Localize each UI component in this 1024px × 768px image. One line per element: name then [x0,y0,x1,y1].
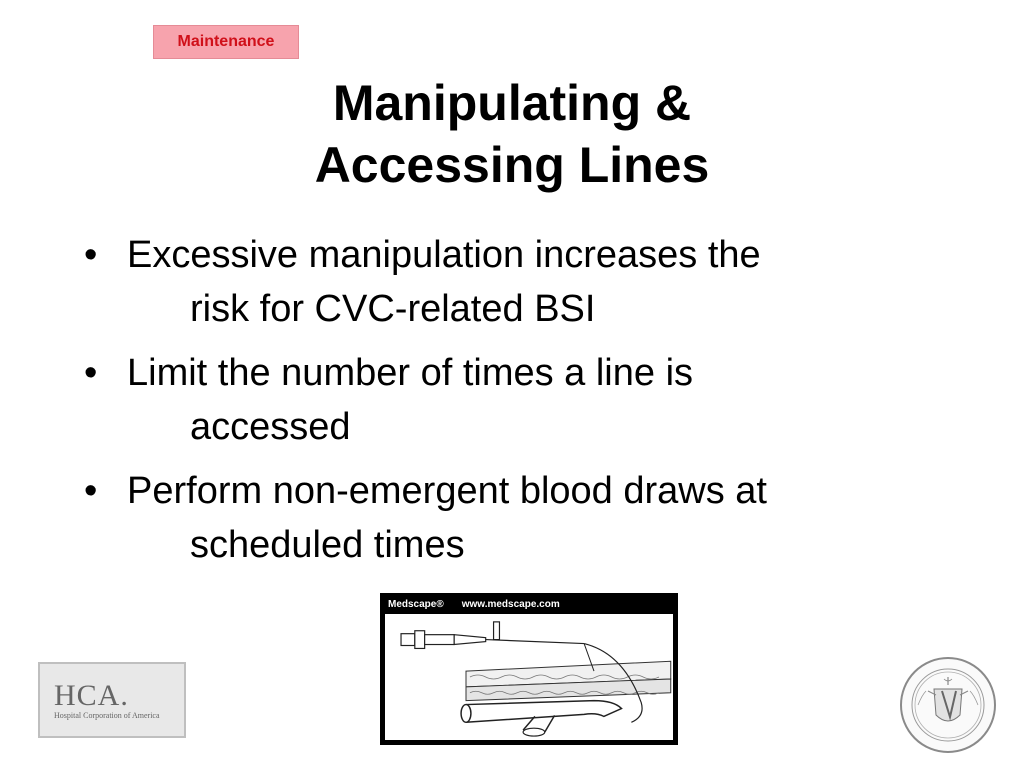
vanderbilt-medicine-seal-icon [898,655,998,755]
figure-source-url: www.medscape.com [461,598,560,610]
hca-logo-mark: HCA. [54,679,129,712]
figure-header [382,595,676,613]
bullet-symbol: • [84,470,98,512]
bullet-symbol: • [84,234,98,276]
bullet-text-line-1: Excessive manipulation increases the [127,234,761,276]
figure-source-name: Medscape® [388,598,444,610]
list-item [84,464,964,572]
bullet-list [84,228,964,582]
bullet-text-line-2: accessed [190,406,351,448]
hca-logo [38,662,186,738]
title-line-2: Accessing Lines [314,137,710,193]
catheter-figure [380,593,678,745]
bullet-symbol: • [84,352,98,394]
title-line-1: Manipulating & [332,75,692,131]
bullet-text-line-2: risk for CVC-related BSI [190,288,596,330]
bullet-text-line-2: scheduled times [190,524,465,566]
slide-title [0,72,1024,196]
section-tag: Maintenance [153,25,299,59]
list-item [84,228,964,336]
hca-logo-name: Hospital Corporation of America [54,711,160,720]
list-item [84,346,964,454]
bullet-text-line-1: Perform non-emergent blood draws at [127,470,767,512]
catheter-insertion-illustration [385,614,673,740]
catheter-illustration-icon [385,614,673,740]
bullet-text-line-1: Limit the number of times a line is [127,352,694,394]
